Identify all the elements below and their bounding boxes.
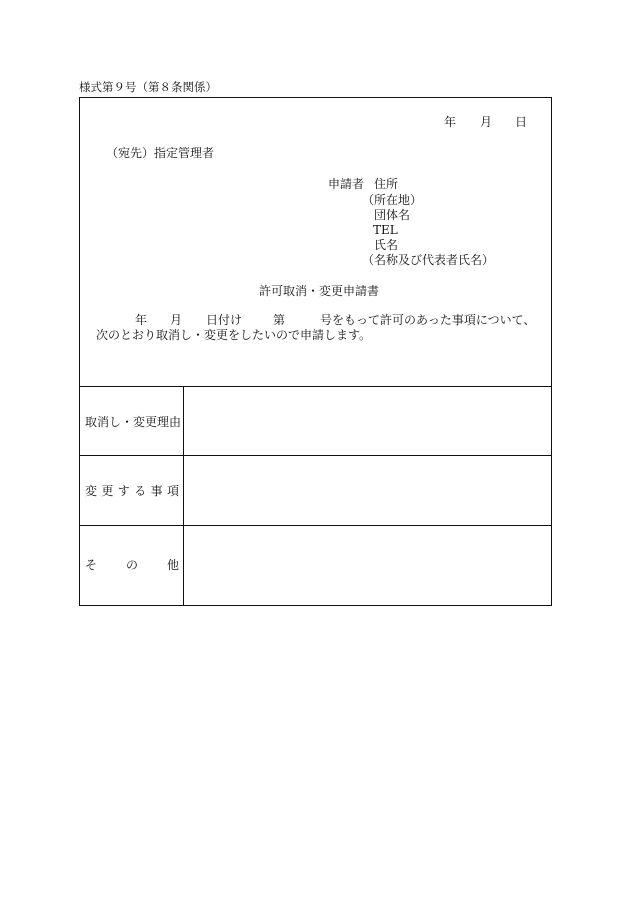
addressee: （宛先）指定管理者 <box>106 146 215 160</box>
body-month: 月 <box>170 313 183 327</box>
document-title: 許可取消・変更申請書 <box>259 284 380 298</box>
date-month: 月 <box>480 115 493 129</box>
application-form <box>79 97 552 606</box>
row-label-changes-char: 事 <box>150 484 163 498</box>
row-label-changes-char: 更 <box>101 484 114 498</box>
row-label-changes-char: る <box>134 484 147 498</box>
body-dai: 第 <box>273 313 286 327</box>
body-year: 年 <box>135 313 148 327</box>
applicant-tel: TEL <box>373 223 398 237</box>
row-label-other <box>80 559 184 571</box>
row-label-other-char: 他 <box>166 558 179 572</box>
form-number: 様式第９号（第８条関係） <box>79 80 217 94</box>
applicant-location: （所在地） <box>362 193 423 207</box>
date-year: 年 <box>444 115 457 129</box>
date-day: 日 <box>515 115 528 129</box>
row-label-other-char: の <box>125 558 138 572</box>
body-line2: 次のとおり取消し・変更をしたいので申請します。 <box>96 328 372 342</box>
applicant-label: 申請者 <box>328 177 365 191</box>
body-dated: 日付け <box>206 313 243 327</box>
other-entry-cell[interactable] <box>184 526 550 604</box>
row-label-changes <box>80 485 184 497</box>
applicant-name: 氏名 <box>374 238 399 252</box>
row-label-reason: 取消し・変更理由 <box>85 415 182 429</box>
row-label-changes-char: 変 <box>85 484 98 498</box>
row-label-changes-char: す <box>117 484 130 498</box>
row-label-changes-char: 項 <box>166 484 179 498</box>
row-label-other-char: そ <box>85 558 98 572</box>
changes-entry-cell[interactable] <box>184 456 550 525</box>
body-line1-rest: 号をもって許可のあった事項について、 <box>320 313 536 327</box>
applicant-representative: （名称及び代表者氏名） <box>362 253 495 267</box>
applicant-organization: 団体名 <box>374 208 411 222</box>
applicant-address: 住所 <box>374 177 399 191</box>
reason-entry-cell[interactable] <box>184 387 550 455</box>
